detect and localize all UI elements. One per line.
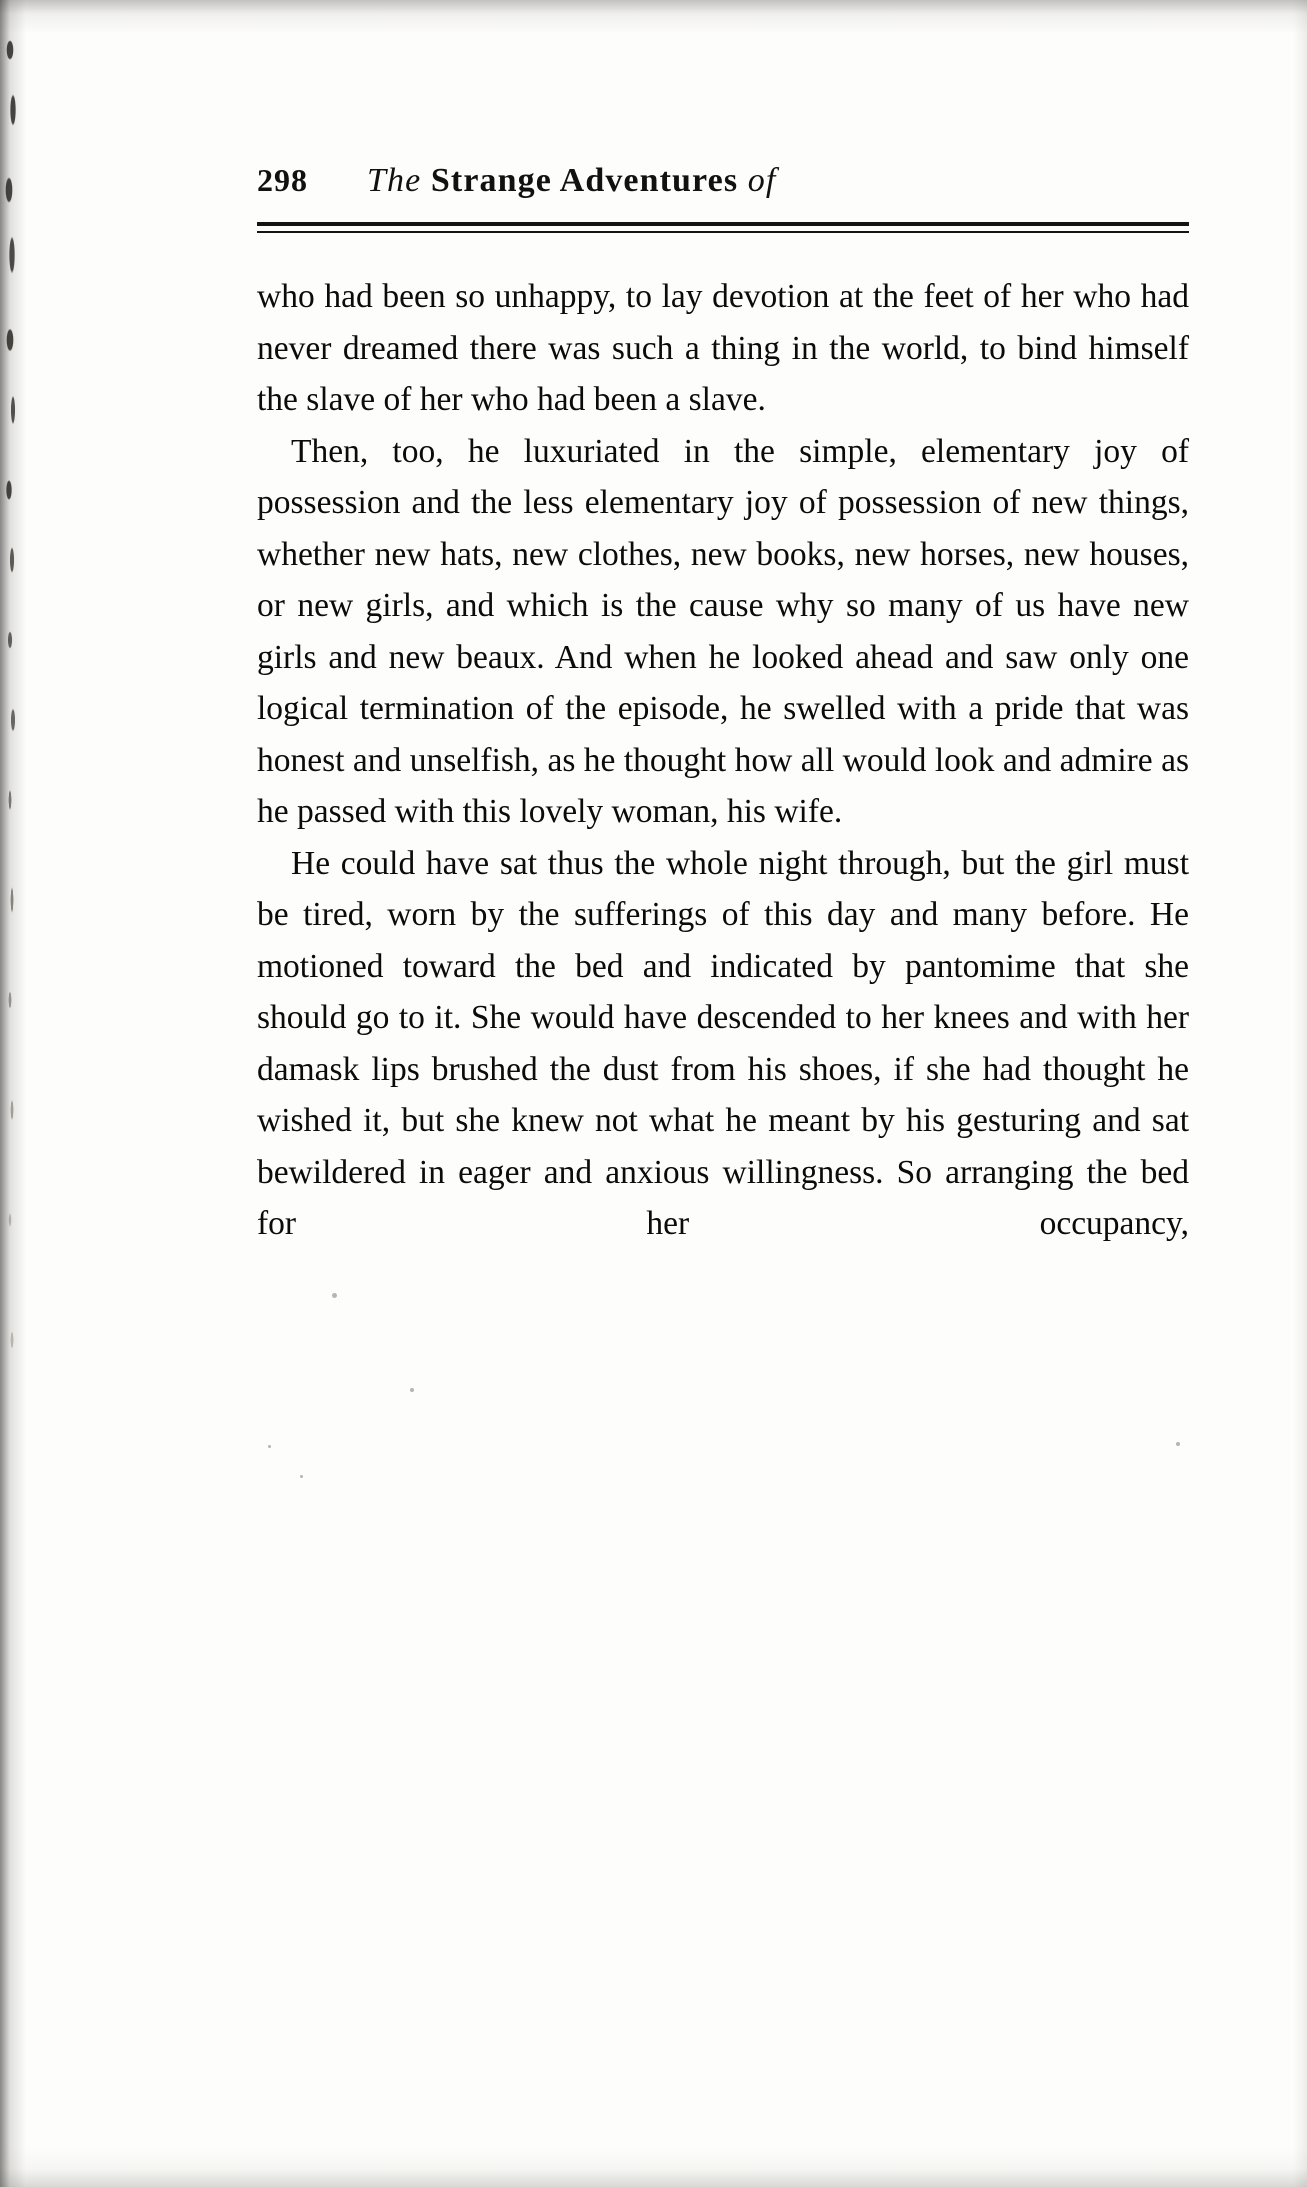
page-number: 298 bbox=[257, 162, 308, 198]
scan-speck bbox=[268, 1445, 271, 1448]
scan-speck bbox=[300, 1475, 303, 1478]
paragraph: He could have sat thus the whole night through, but the girl must be tired, worn by the sufferings of this day and many before. He motioned toward the bed and indicated by pantomime that she should go to it. She would have descended to her knees and with her damask lips brushed the dust from his shoes, if she had thought he wished it, but she knew not what he meant by his gesturing and sat bewildered in eager and anxious willingness. So arranging the bed for her occupancy, bbox=[257, 844, 1189, 1242]
running-head-title bbox=[367, 162, 776, 200]
header-rule bbox=[257, 222, 1189, 233]
running-head-italic-lead: The bbox=[367, 162, 422, 199]
running-head bbox=[257, 162, 1252, 200]
scan-speck bbox=[1176, 1442, 1180, 1446]
running-head-italic-tail: of bbox=[747, 162, 777, 199]
paragraph: who had been so unhappy, to lay devotion at the feet of her who had never dreamed there was such a thing in the world, to bind himself the slave of her who had been a slave. bbox=[257, 278, 1189, 418]
scan-edge-right bbox=[1293, 0, 1307, 2187]
scan-speck bbox=[410, 1388, 414, 1392]
page-content bbox=[257, 0, 1252, 1301]
running-head-roman: Strange Adventures bbox=[430, 162, 739, 199]
scan-artifact-speckles bbox=[4, 40, 20, 1520]
body-text bbox=[257, 271, 1189, 1301]
scan-edge-bottom bbox=[0, 2147, 1307, 2187]
header-rule-thin bbox=[257, 231, 1189, 233]
scan-edge-gutter bbox=[0, 0, 26, 2187]
paragraph: Then, too, he luxuriated in the simple, elementary joy of possession and the less elementary joy of possession of new things, whether new hats, new clothes, new books, new horses, new houses, or new girls, and which is the cause why so many of us have new girls and new beaux. And when he looked ahead and saw only one logical termination of the episode, he swelled with a pride that was honest and unselfish, as he thought how all would look and admire as he passed with this lovely woman, his wife. bbox=[257, 432, 1189, 830]
